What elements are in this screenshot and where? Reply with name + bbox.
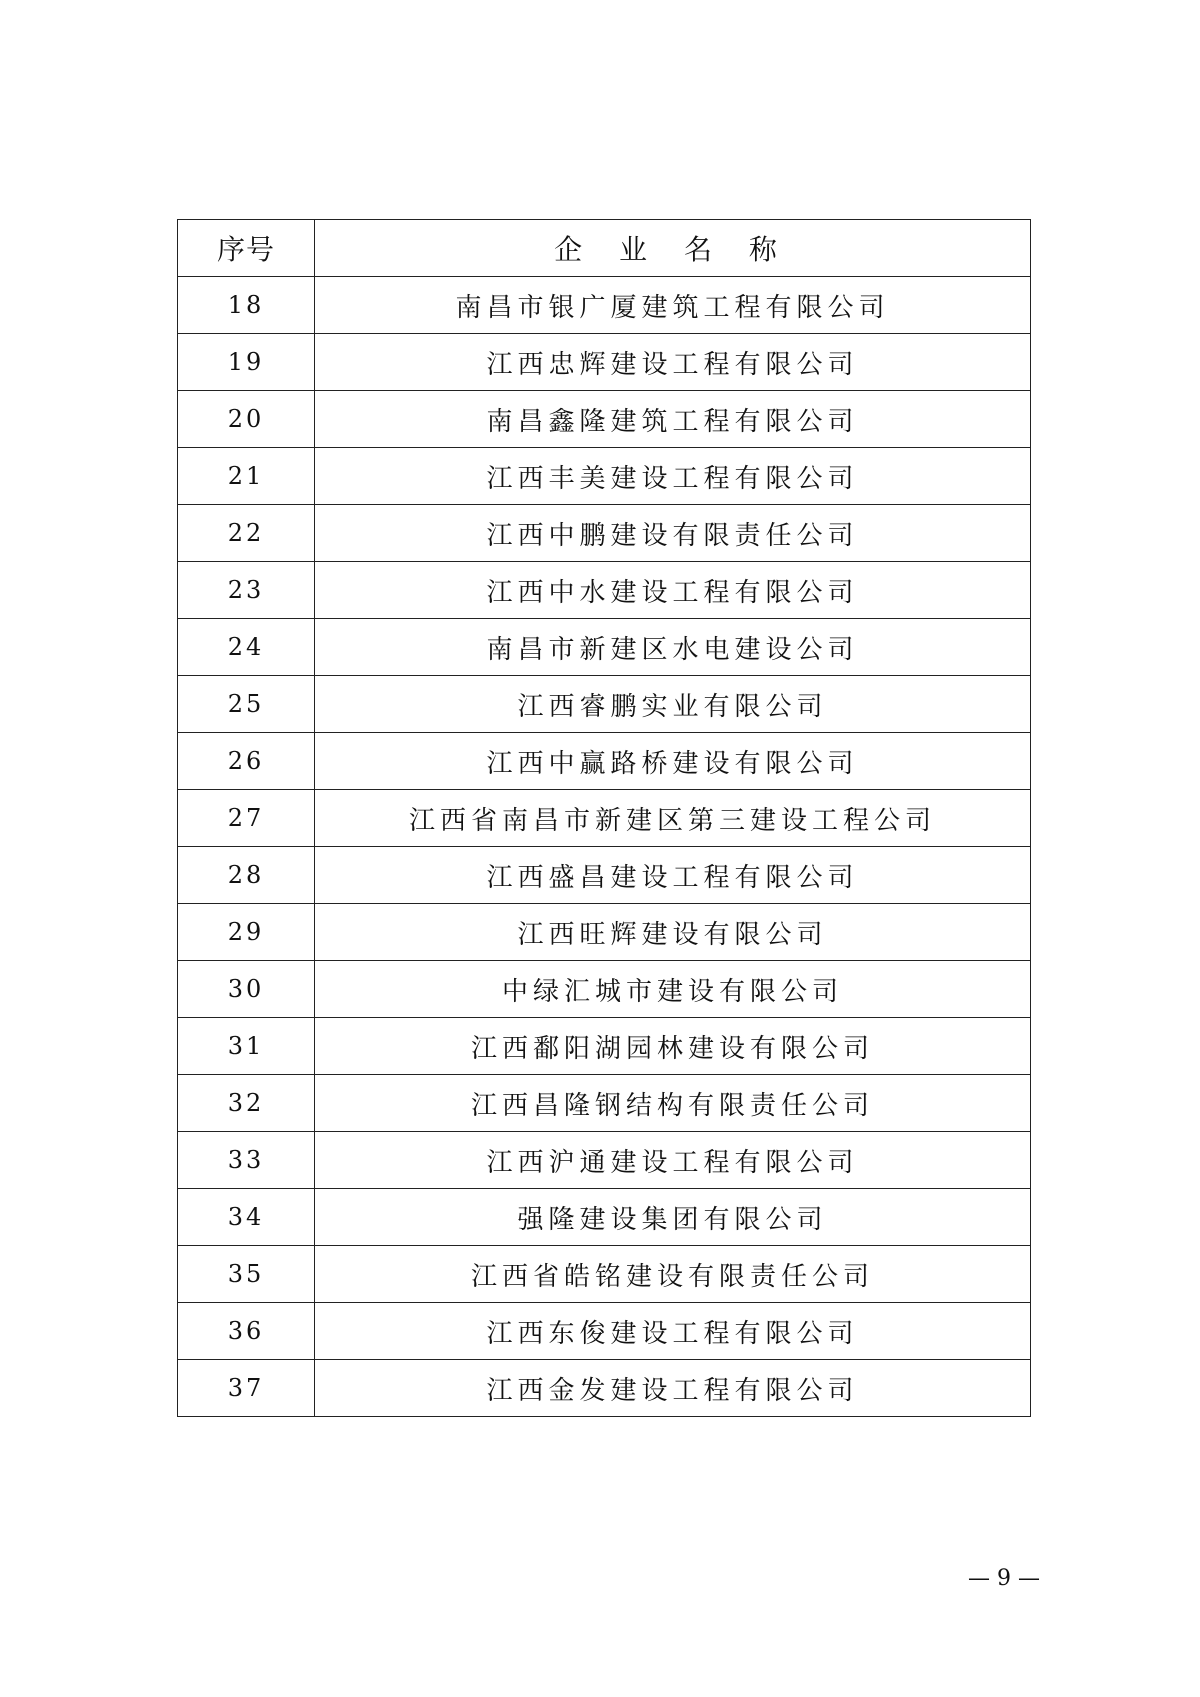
row-company-name: 强隆建设集团有限公司 — [315, 1189, 1031, 1246]
table-row — [178, 562, 1031, 619]
table-row — [178, 1246, 1031, 1303]
row-company-name: 江西盛昌建设工程有限公司 — [315, 847, 1031, 904]
row-company-name: 江西省南昌市新建区第三建设工程公司 — [315, 790, 1031, 847]
row-company-name: 南昌市银广厦建筑工程有限公司 — [315, 277, 1031, 334]
row-company-name: 江西东俊建设工程有限公司 — [315, 1303, 1031, 1360]
table-row — [178, 619, 1031, 676]
table-row — [178, 1018, 1031, 1075]
row-serial-number: 27 — [178, 790, 315, 847]
row-serial-number: 24 — [178, 619, 315, 676]
row-serial-number: 22 — [178, 505, 315, 562]
table-row — [178, 1189, 1031, 1246]
row-company-name: 江西中水建设工程有限公司 — [315, 562, 1031, 619]
row-serial-number: 28 — [178, 847, 315, 904]
row-serial-number: 29 — [178, 904, 315, 961]
table-row — [178, 448, 1031, 505]
row-company-name: 江西睿鹏实业有限公司 — [315, 676, 1031, 733]
row-serial-number: 32 — [178, 1075, 315, 1132]
table-row — [178, 1303, 1031, 1360]
row-company-name: 江西中鹏建设有限责任公司 — [315, 505, 1031, 562]
table-header-row — [178, 220, 1031, 277]
row-serial-number: 34 — [178, 1189, 315, 1246]
row-serial-number: 25 — [178, 676, 315, 733]
row-serial-number: 26 — [178, 733, 315, 790]
row-serial-number: 31 — [178, 1018, 315, 1075]
table-row — [178, 790, 1031, 847]
row-serial-number: 19 — [178, 334, 315, 391]
table-row — [178, 904, 1031, 961]
row-serial-number: 21 — [178, 448, 315, 505]
row-serial-number: 23 — [178, 562, 315, 619]
row-company-name: 江西金发建设工程有限公司 — [315, 1360, 1031, 1417]
header-company-name: 企 业 名 称 — [315, 220, 1031, 277]
row-serial-number: 37 — [178, 1360, 315, 1417]
page-number: — 9 — — [968, 1566, 1040, 1591]
row-serial-number: 18 — [178, 277, 315, 334]
table-row — [178, 334, 1031, 391]
table-row — [178, 676, 1031, 733]
row-company-name: 南昌市新建区水电建设公司 — [315, 619, 1031, 676]
table-row — [178, 505, 1031, 562]
row-company-name: 江西中赢路桥建设有限公司 — [315, 733, 1031, 790]
row-company-name: 江西鄱阳湖园林建设有限公司 — [315, 1018, 1031, 1075]
row-company-name: 江西昌隆钢结构有限责任公司 — [315, 1075, 1031, 1132]
company-list-table — [177, 219, 1031, 1417]
row-company-name: 中绿汇城市建设有限公司 — [315, 961, 1031, 1018]
row-company-name: 江西省皓铭建设有限责任公司 — [315, 1246, 1031, 1303]
row-company-name: 江西丰美建设工程有限公司 — [315, 448, 1031, 505]
row-serial-number: 30 — [178, 961, 315, 1018]
header-serial-number: 序号 — [178, 220, 315, 277]
row-serial-number: 36 — [178, 1303, 315, 1360]
table-row — [178, 277, 1031, 334]
row-company-name: 江西忠辉建设工程有限公司 — [315, 334, 1031, 391]
table-row — [178, 1132, 1031, 1189]
table-row — [178, 733, 1031, 790]
row-serial-number: 35 — [178, 1246, 315, 1303]
table-row — [178, 847, 1031, 904]
table-row — [178, 961, 1031, 1018]
row-serial-number: 33 — [178, 1132, 315, 1189]
row-company-name: 南昌鑫隆建筑工程有限公司 — [315, 391, 1031, 448]
row-company-name: 江西沪通建设工程有限公司 — [315, 1132, 1031, 1189]
table-row — [178, 1075, 1031, 1132]
table-row — [178, 1360, 1031, 1417]
row-company-name: 江西旺辉建设有限公司 — [315, 904, 1031, 961]
row-serial-number: 20 — [178, 391, 315, 448]
table-row — [178, 391, 1031, 448]
